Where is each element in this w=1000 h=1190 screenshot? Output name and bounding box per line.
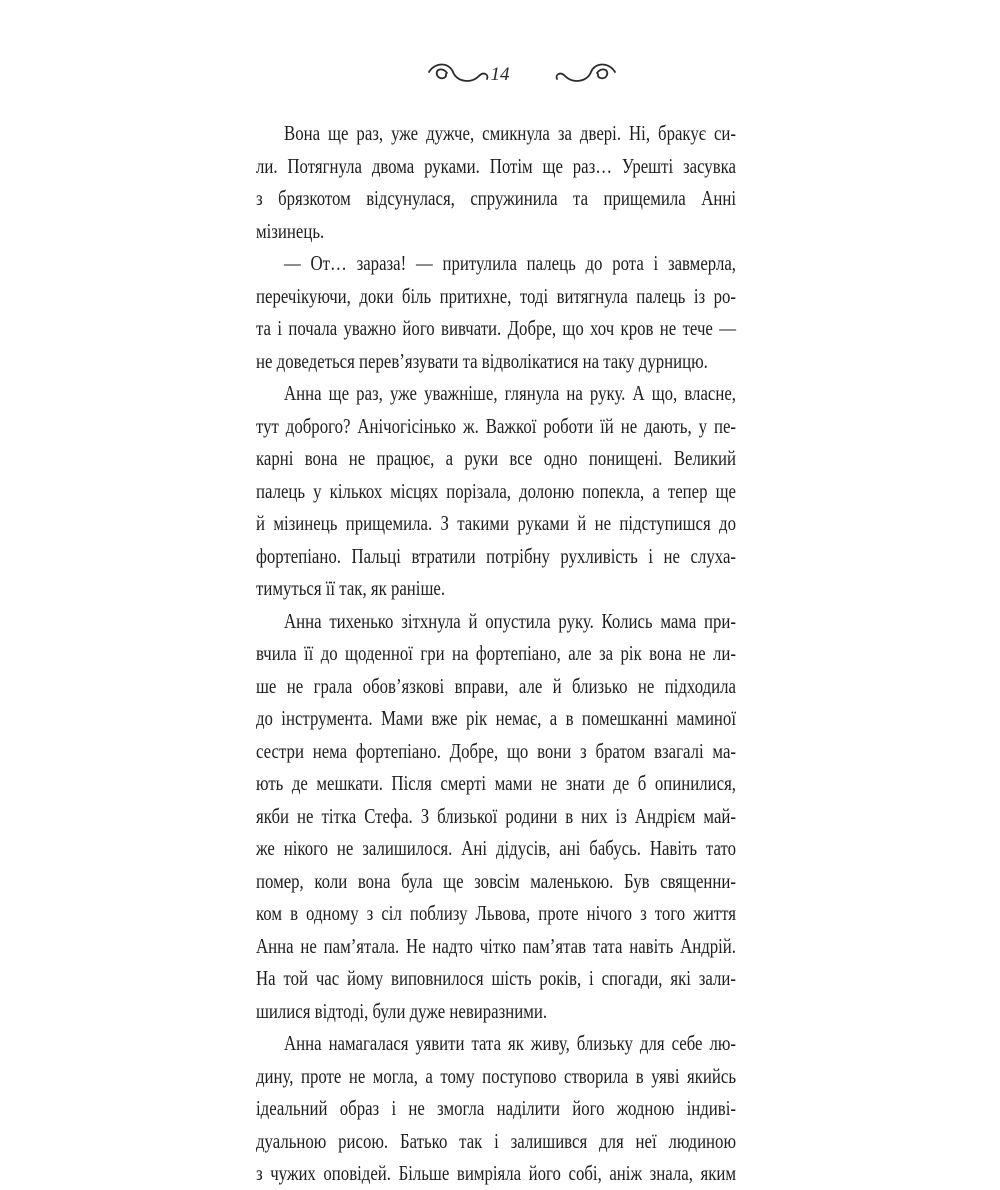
text-line: мізинець. bbox=[256, 218, 325, 243]
text-line: дуальною рисою. Батько так і залишився для неї людиною bbox=[256, 1128, 736, 1153]
text-line: Вона ще раз, уже дужче, смикнула за двері. Ні, бракує си- bbox=[284, 121, 736, 145]
text-line: дину, проте не могла, а тому поступово створила в уяві якийсь bbox=[256, 1063, 736, 1088]
text-line: ють де мешкати. Після смерті мами не знати де б опинилися, bbox=[256, 771, 736, 795]
text-line: тимуться її так, як раніше. bbox=[256, 576, 446, 600]
text-line: шилися відтоді, були дуже невиразними. bbox=[256, 998, 548, 1023]
text-line: — От… зараза! — притулила палець до рота і завмерла, bbox=[284, 251, 736, 275]
text-line: ли. Потягнула двома руками. Потім ще раз… Урешті засувка bbox=[256, 153, 736, 178]
text-line: з брязкотом відсунулася, спружинила та прищемила Анні bbox=[256, 186, 736, 210]
text-line: же нікого не залишилося. Ані дідусів, ані бабусь. Навіть тато bbox=[256, 836, 736, 860]
text-line: тут доброго? Анічогісінько ж. Важкої роботи їй не дають, у пе- bbox=[256, 413, 736, 438]
scroll-ornament-right-icon bbox=[553, 58, 617, 92]
text-line: карні вона не працює, а руки все одно понищені. Великий bbox=[256, 446, 736, 470]
text-line: й мізинець прищемила. З такими руками й не підступишся до bbox=[256, 511, 736, 535]
text-line: не доведеться перев’язувати та відволікатися на таку дурницю. bbox=[256, 348, 708, 373]
text-line: Анна ще раз, уже уважніше, глянула на руку. А що, власне, bbox=[284, 381, 736, 405]
page-header bbox=[0, 58, 1000, 92]
page-text-body bbox=[256, 117, 736, 1190]
text-line: сестри нема фортепіано. Добре, що вони з братом взагалі ма- bbox=[256, 738, 736, 763]
text-line: ідеальний образ і не змогла наділити його жодною індиві- bbox=[256, 1096, 736, 1120]
text-line: фортепіано. Пальці втратили потрібну рухливість і не слуха- bbox=[256, 543, 736, 568]
text-line: помер, коли вона була ще зовсім маленькою. Був священни- bbox=[256, 868, 736, 893]
text-line: вчила її до щоденної гри на фортепіано, але за рік вона не ли- bbox=[256, 641, 736, 665]
text-line: Анна намагалася уявити тата як живу, близьку для себе лю- bbox=[284, 1031, 736, 1055]
text-line: На той час йому виповнилося шість років, і спогади, які зали- bbox=[256, 966, 736, 990]
text-line: ше не грала обов’язкові вправи, але й близько не підходила bbox=[256, 673, 736, 698]
text-line: Анна тихенько зітхнула й опустила руку. Колись мама при- bbox=[284, 608, 736, 633]
page-number: 14 bbox=[490, 64, 510, 85]
text-line: до інструмента. Мами вже рік немає, а в помешканні маминої bbox=[256, 706, 736, 730]
text-line: та і почала уважно його вивчати. Добре, що хоч кров не тече — bbox=[256, 316, 736, 340]
text-line: Анна не пам’ятала. Не надто чітко пам’ятав тата навіть Андрій. bbox=[256, 933, 736, 958]
text-line: якби не тітка Стефа. З близької родини в них із Андрієм май- bbox=[256, 803, 736, 828]
text-line: перечікуючи, доки біль притихне, тоді витягнула палець із ро- bbox=[256, 283, 736, 308]
text-line: ком в одному з сіл поблизу Львова, проте нічого з того життя bbox=[256, 901, 736, 925]
text-line: з чужих оповідей. Більше вимріяла його собі, аніж знала, яким bbox=[256, 1161, 736, 1185]
text-line: палець у кількох місцях порізала, долоню попекла, а тепер ще bbox=[256, 478, 736, 503]
